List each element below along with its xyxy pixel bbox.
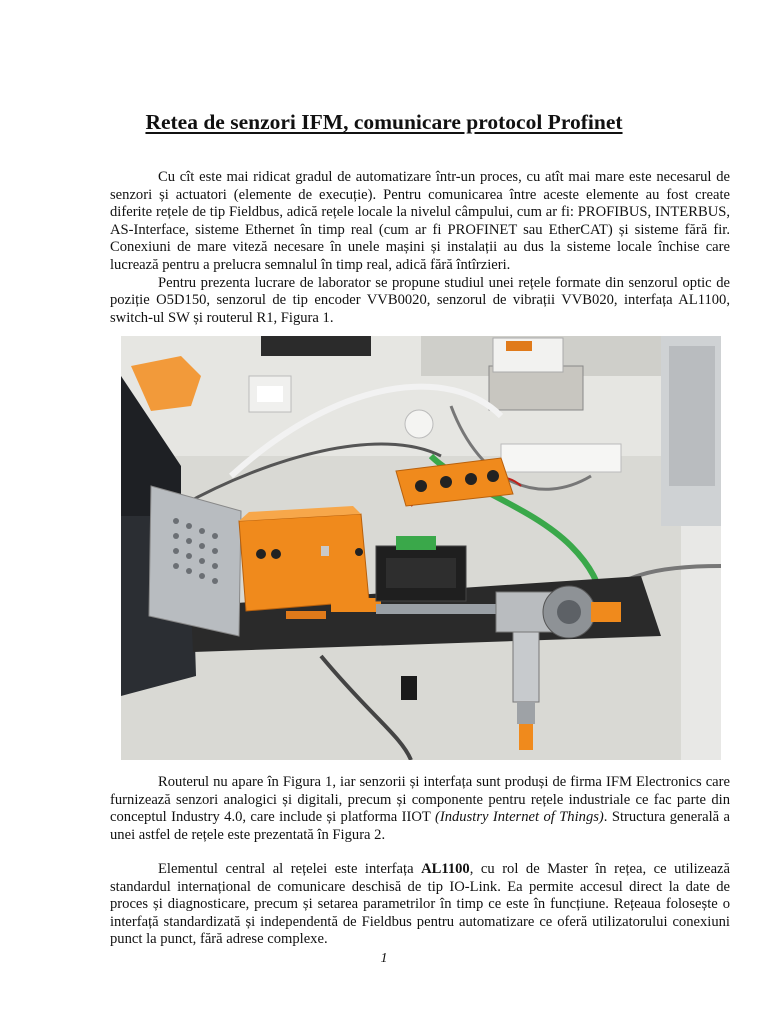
figure-1-photo	[121, 336, 721, 760]
paragraph-3: Routerul nu apare în Figura 1, iar senzorii și interfața sunt produși de firma IFM Electronics care furnizează senzori analogici și digitali, precum și componente pentru rețele industriale ce fac parte din conceptul Industry 4.0, care include și platforma IIOT (Industry Internet of Things). Structura generală a unei astfel de rețele este prezentată în Figura 2.	[110, 774, 730, 843]
paragraph-2: Pentru prezenta lucrare de laborator se propune studiul unei rețele formate din senzorul optic de poziție O5D150, senzorul de tip encoder VVB0020, senzorul de vibrații VVB020, interfața AL1100, switch-ul SW și routerul R1, Figura 1.	[110, 274, 730, 326]
page-title: Retea de senzori IFM, comunicare protocol Profinet	[145, 110, 623, 134]
paragraph-4: Elementul central al rețelei este interfața AL1100, cu rol de Master în rețea, ce utilizează standardul internațional de comunicare deschisă de tip IO-Link. Ea permite accesul direct la date de proces și diagnosticare, precum și setarea parametrilor în timp ce este în funcțiune. Rețeaua folosește o interfață standardizată și independentă de Fieldbus pentru automatizare ce oferă utilizatorului conexiuni punct la punct, fără adrese complexe.	[110, 861, 731, 948]
page-number: 1	[380, 951, 388, 966]
iiot-expansion: (Industry Internet of Things)	[434, 809, 604, 826]
al1100-term: AL1100	[421, 861, 470, 877]
paragraph-1: Cu cît este mai ridicat gradul de automatizare într-un proces, cu atît mai mare este necesarul de senzori și actuatori (elemente de execuție). Pentru comunicarea între aceste elemente au fost create diferite rețele de tip Fieldbus, adică rețele locale la nivelul câmpului, cum ar fi: PROFIBUS, INTERBUS, AS-Interface, sisteme Ethernet în timp real (cum ar fi PROFINET sau EtherCAT) și sisteme fără fir. Conexiuni de mare viteză necesare în unele mașini și instalații au dus la sisteme locale închise care lucrează pentru a prelucra semnalul în timp real, adică fără întîrzieri.	[110, 169, 730, 273]
intro-paragraphs	[110, 169, 730, 327]
